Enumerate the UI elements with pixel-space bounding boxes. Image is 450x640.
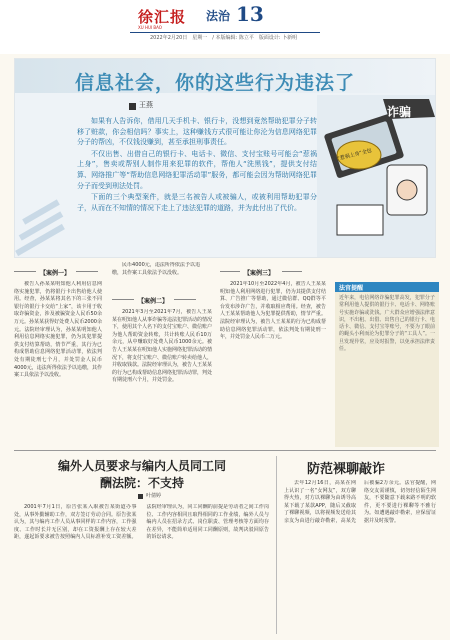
heading-rule	[112, 299, 134, 300]
intro-paragraph: 如果有人告诉你，借用几天手机卡、银行卡，没想到竟然帮助犯罪分子转移了赃款，你会相信吗？事实上，这种赚钱方式很可能让你沦为信息网络犯罪分子的帮凶，不仅钱没赚到，甚至承担刑事责任。	[77, 117, 317, 147]
masthead	[0, 0, 450, 54]
case-heading: 【案例一】	[40, 270, 71, 277]
decorative-stripes	[15, 59, 69, 258]
article-paragraph: 2001年7月1日，原告张某入职被告某街道办事处，从事外勤辅助工作，双方签订劳动合同。原告张某认为，其与编内工作人员从事同样的工作内容，工作强度、工作时长并无区别，却在工资报酬上存在较大差距，遂起诉要求被告按照编内人员标准补发工资差额。法院经审理认为，同工同酬的前提是劳动者之间工作岗位、工作内容相同且取得相同的工作业绩，编外人员与编内人员在招录方式、岗位职责、管理考核等方面均存在差异，不能简单适用同工同酬原则，故判决驳回原告的诉讼请求。	[14, 504, 269, 541]
section-divider	[14, 450, 436, 451]
case-text	[220, 281, 326, 447]
article-headline: 防范裸聊敲诈	[306, 462, 385, 477]
heading-rule	[282, 271, 302, 272]
article-byline: 叶倩婷	[146, 493, 162, 499]
feature-title: 信息社会，你的这些行为违法了	[75, 72, 356, 94]
page-number: 13	[236, 2, 264, 26]
judge-tip-box	[335, 282, 439, 447]
newspaper-brand: 徐汇报	[138, 8, 187, 26]
feature-byline: 王燕	[139, 101, 153, 109]
case-text	[112, 309, 212, 447]
feature-banner	[14, 58, 436, 258]
tip-text: 近年来，电信网络诈骗犯罪高发，犯罪分子常利用他人提供的银行卡、电话卡、网络账号实施诈骗或洗钱。广大群众应增强法律意识，不出租、出借、出售自己的银行卡、电话卡、微信、支付宝等账号，不要为了眼前的蝇头小利而沦为犯罪分子的“工具人”。一旦发现异常，应及时报警，以免承担法律责任。	[339, 295, 435, 353]
case-text-continued	[112, 262, 200, 292]
newspaper-brand-sub: XU HUI BAO	[138, 25, 162, 30]
article-body	[284, 480, 436, 634]
case-paragraph: 2021年10月至2022年4月，被告人王某某明知他人利用网络进行犯罪，仍为其提供支付结算、广告推广等帮助，通过微信群、QQ群等平台发布涉诈广告，并收取相应费用。经查，被告人王某某帮助他人为犯罪提供帮助，情节严重。法院经审理认为，被告人王某某的行为已构成帮助信息网络犯罪活动罪，依法判处有期徒刑一年，并处罚金人民币二万元。	[220, 281, 326, 341]
intro-paragraph: 下面的三个典型案件，就是三名被告人或被骗人，或被利用帮助犯罪分子，从而在不知情的情况下走上了违法犯罪的道路，并为此付出了代价。	[77, 193, 317, 212]
case-heading: 【案例三】	[244, 270, 275, 277]
article-body	[14, 504, 269, 634]
masthead-meta: 2022年2月20日 星期一 / 本版编辑: 陈立平 版面设计: 卜新明	[150, 35, 298, 41]
feature-intro	[77, 116, 317, 214]
case-paragraph: 被告人孙某某明知他人利用信息网络实施犯罪，仍将银行卡出售给他人使用。经查，孙某某将其名下的三张不同银行的银行卡交给“上家”，该卡用于收取诈骗资金，涉及被骗资金人民币50余万元。孙某某获得好处费人民币2000余元。法院经审理认为，孙某某明知他人利用信息网络实施犯罪，仍为其犯罪提供支付结算帮助，情节严重，其行为已构成帮助信息网络犯罪活动罪，依法判处有期徒刑七个月，并处罚金人民币4000元，违法所得依法予以追缴，其作案工具依法予以没收。	[14, 281, 102, 379]
section-name: 法治	[206, 9, 231, 23]
heading-rule	[76, 271, 98, 272]
fraud-illustration	[317, 95, 436, 258]
masthead-rule	[130, 32, 320, 33]
column-rule	[276, 456, 277, 634]
case-paragraph: 民币4000元，违法所得依法予以追缴，其作案工具依法予以没收。	[112, 262, 200, 276]
byline-marker-icon	[129, 103, 136, 110]
byline-marker-icon	[138, 494, 143, 499]
case-paragraph: 2021年3月至2021年7月，被告人王某某在明知他人从事诈骗等违法犯罪活动的情况下，使用其个人名下的支付宝账户、微信账户为他人帮助资金转账，共计转账人民币10万余元，从中赚取好处费人民币1000余元。被告人王某某在明知他人实施网络犯罪活动的情况下，将支付宝账户、微信账户转卖给他人，并收取钱款。法院经审理认为，被告人王某某的行为已构成帮助信息网络犯罪活动罪，判处有期徒刑六个月，并处罚金。	[112, 309, 212, 384]
tip-title: 法官提醒	[339, 285, 364, 292]
article-paragraph: 去年12月16日，高某在网上认识了一名“女网友”，双方聊得火热，对方以裸聊为由诱导高某下载了某款APP，随后又截取了裸聊视频，以将视频发送给其亲友为由进行敲诈勒索，高某先后被骗2万余元。法官提醒，网络交友需谨慎，切勿轻信陌生网友，不要随意下载来路不明的软件，更不要进行裸聊等不雅行为。如遭遇敲诈勒索，应保留证据并及时报警。	[284, 480, 436, 524]
trap-label: “惹祸上身”全包	[336, 147, 373, 163]
article-headline: 编外人员要求与编内人员同工同酬法院：不支持	[58, 459, 227, 490]
heading-rule	[220, 271, 240, 272]
heading-rule	[14, 271, 36, 272]
heading-rule	[174, 299, 196, 300]
intro-paragraph: 不仅出售、出借自己的银行卡、电话卡、微信、支付宝账号可能会“惹祸上身”，售卖或帮别人制作用来犯罪的软件，帮他人“洗黑钱”，提供支付结算、网络推广等“帮助信息网络犯罪活动罪”服务，都可能会因为帮助网络犯罪分子而受到刑法处罚。	[77, 149, 317, 190]
case-text	[14, 281, 102, 447]
fraud-label: 诈骗	[387, 105, 412, 119]
case-heading: 【案例二】	[138, 298, 169, 305]
